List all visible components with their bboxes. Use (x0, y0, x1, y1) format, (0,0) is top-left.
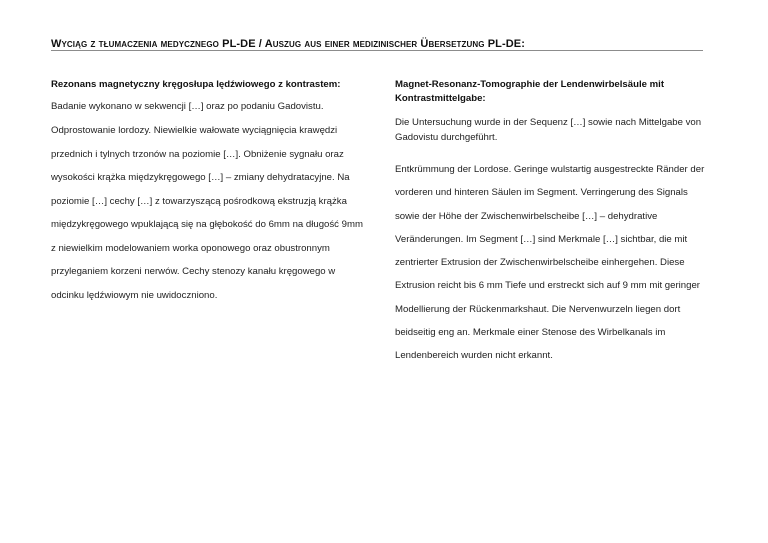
polish-paragraph-1: Badanie wykonano w sekwencji […] oraz po podaniu Gadovistu. (51, 101, 324, 112)
german-paragraph-1: Die Untersuchung wurde in der Sequenz […] sowie nach Mittelgabe von Gadovistu durchgeführt. (395, 117, 702, 143)
german-paragraph-2: Entkrümmung der Lordose. Geringe wulstartig ausgestreckte Ränder der vorderen und hinteren Säulen im Segment. Verringerung des Signals sowie der Höhe der Zwischenwirbelscheibe […] – dehydrative Veränderungen. Im Segment […] sind Merkmale […] sichtbar, die mit zentrierter Extrusion der Zwischenwirbelscheibe einhergehen. Diese Extrusion reicht bis 6 mm Tiefe und erstreckt sich auf 9 mm mit geringer Modellierung der Rückenmarkshaut. Die Nervenwurzeln liegen dort beidseitig eng an. Merkmale einer Stenose des Wirbelkanals im Lendenbereich wurden nicht erkannt. (395, 164, 705, 362)
polish-paragraph-2: Odprostowanie lordozy. Niewielkie wałowate wyciągnięcia krawędzi przednich i tylnych trzonów na poziomie […]. Obniżenie sygnału oraz wysokości krążka międzykręgowego […] – zmiany dehydratacyjne. Na poziomie […] cechy […] z towarzyszącą pośrodkową ekstruzją krążka międzykręgowego wpuklającą się na głębokość do 6mm na długość 9mm z niewielkim modelowaniem worka oponowego oraz obustronnym przyleganiem korzeni nerwów. Cechy stenozy kanału kręgowego w odcinku lędźwiowym nie uwidoczniono. (51, 125, 363, 301)
german-section-title: Magnet-Resonanz-Tomographie der Lendenwirbelsäule mit Kontrastmittelgabe: (395, 79, 665, 104)
german-translation-column (395, 78, 713, 368)
document-header (51, 34, 703, 51)
polish-section-title: Rezonans magnetyczny kręgosłupa lędźwiowego z kontrastem: (51, 79, 341, 90)
header-title: Wyciąg z tłumaczenia medycznego PL-DE / Auszug aus einer medizinischer Übersetzung PL-DE: (51, 38, 525, 50)
polish-source-column (51, 78, 369, 307)
